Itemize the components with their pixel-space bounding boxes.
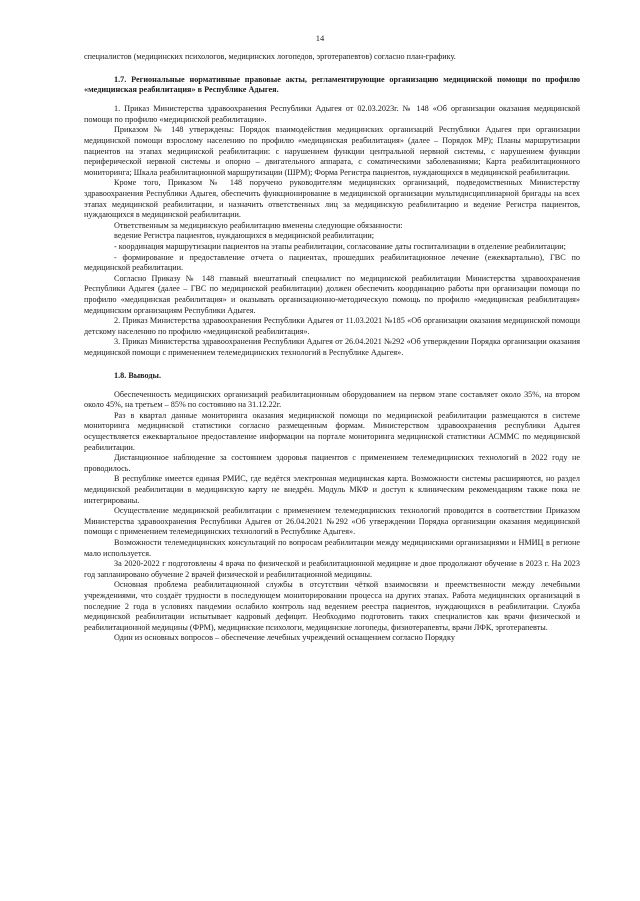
paragraph: В республике имеется единая РМИС, где ведётся электронная медицинская карта. Возможности системы расширяются, но раздел медицинской реабилитации в медицинскую карту не внедрён. Модуль МКФ и доступ к клиническим рекомендациям также пока не интегрированы.: [84, 474, 580, 505]
paragraph: ведение Регистра пациентов, нуждающихся в медицинской реабилитации;: [114, 231, 374, 241]
paragraph: За 2020-2022 г подготовлены 4 врача по физической и реабилитационной медицине и двое продолжают обучение в 2023 г. На 2023 год запланировано обучение 2 врачей физической и реабилитационной медицины.: [84, 559, 580, 579]
section-heading-1-7: 1.7. Региональные нормативные правовые акты, регламентирующие организацию медицинской помощи по профилю «медицинская реабилитация» в Республике Адыгея.: [84, 74, 580, 95]
page-content: [84, 52, 580, 644]
section-heading-1-8: 1.8. Выводы.: [114, 370, 161, 380]
paragraph: - координация маршрутизации пациентов на этапы реабилитации, согласование даты госпитализации в отделение реабилитации;: [114, 242, 566, 251]
paragraph: Раз в квартал данные мониторинга оказания медицинской помощи по медицинской реабилитации размещаются в системе мониторинга медицинской статистики согласно размещенным формам. Министерством здравоохранения республики Адыгея осуществляется ежеквартальное предоставление информации на портале мониторинга медицинской статистики АСММС по медицинской реабилитации.: [84, 410, 580, 452]
paragraph: Основная проблема реабилитационной службы в отсутствии чёткой взаимосвязи и преемственности между лечебными учреждениями, что создаёт трудности в последующем мониторировании процесса на других этапах. Работа медицинских организаций в последние 2 года в условиях пандемии ослабило контроль над ведением реестра пациентов, нуждающихся в реабилитации. Служба медицинской реабилитации испытывает кадровый дефицит. Необходимо подготовить таких специалистов как врачи физической и реабилитационной медицины (ФРМ), медицинские психологи, медицинские логопеды, физиотерапевты, врачи ЛФК, эрготерапевты.: [84, 580, 580, 632]
paragraph: 3. Приказ Министерства здравоохранения Республики Адыгея от 26.04.2021 №292 «Об утверждении Порядка организации оказания медицинской помощи с применением телемедицинских технологий в Республике Адыгея».: [84, 337, 580, 357]
paragraph: - формирование и предоставление отчета о пациентах, прошедших реабилитационное лечение (ежеквартально), ГВС по медицинской реабилитации.: [84, 252, 580, 273]
page-number: 14: [315, 33, 325, 43]
paragraph: Осуществление медицинской реабилитации с применением телемедицинских технологий проводится в соответствии Приказом Министерства здравоохранения Республики Адыгея от 26.04.2021 №292 «Об утверждении Порядка организации оказания медицинской помощи с применением телемедицинских технологий в Республике Адыгея».: [84, 506, 580, 537]
paragraph: Обеспеченность медицинских организаций реабилитационным оборудованием на первом этапе составляет около 35%, на втором около 45%, на третьем – 85% по состоянию на 31.12.22г.: [84, 389, 580, 410]
paragraph: Приказом № 148 утверждены: Порядок взаимодействия медицинских организаций Республики Адыгея при организации медицинской помощи взрослому населению по профилю «медицинская реабилитация» (далее – Порядок МР); Планы маршрутизации пациентов на этапах медицинской реабилитации: с нарушением функции центральной нервной системы, с нарушением функции периферической нервной системы и опорно – двигательного аппарата, с соматическими заболеваниями; Карта реабилитационного мониторинга; Шкала реабилитационной маршрутизации (ШРМ); Форма Регистра пациентов, нуждающихся в медицинской реабилитации.: [84, 125, 580, 177]
paragraph: Ответственным за медицинскую реабилитацию вменены следующие обязанности:: [114, 220, 403, 230]
paragraph: Один из основных вопросов – обеспечение лечебных учреждений оснащением согласно Порядку: [114, 633, 455, 643]
paragraph: 1. Приказ Министерства здравоохранения Республики Адыгея от 02.03.2023г. № 148 «Об организации оказания медицинской помощи по профилю «медицинской реабилитации».: [84, 104, 580, 124]
paragraph: Кроме того, Приказом № 148 поручено руководителям медицинских организаций, подведомственных Министерству здравоохранения Республики Адыгея, обеспечить функционирование в медицинской организации мультидисциплинарной бригады на всех этапах медицинской реабилитации, и назначить ответственных лиц за медицинскую реабилитацию и ведение Регистра пациентов, нуждающихся в медицинской реабилитации.: [84, 178, 580, 220]
lead-line: специалистов (медицинских психологов, медицинских логопедов, эрготерапевтов) согласно план-графику.: [84, 52, 456, 61]
paragraph: 2. Приказ Министерства здравоохранения Республики Адыгея от 11.03.2021 №185 «Об организации оказания медицинской помощи детскому населению по профилю «медицинской реабилитация».: [84, 316, 580, 336]
paragraph: Согласно Приказу № 148 главный внештатный специалист по медицинской реабилитации Министерства здравоохранения Республики Адыгея (далее – ГВС по медицинской реабилитации) должен обеспечить координацию работы при организации помощи по профилю «медицинская реабилитация» и оказывать организационно-методическую помощь по профилю «медицинская реабилитация» медицинским организациям Республики Адыгея.: [84, 273, 580, 315]
paragraph: Возможности телемедицинских консультаций по вопросам реабилитации между медицинскими организациями и НМИЦ в регионе мало используется.: [84, 537, 580, 558]
paragraph: Дистанционное наблюдение за состоянием здоровья пациентов с применением телемедицинских технологий в 2022 году не проводилось.: [84, 453, 580, 473]
